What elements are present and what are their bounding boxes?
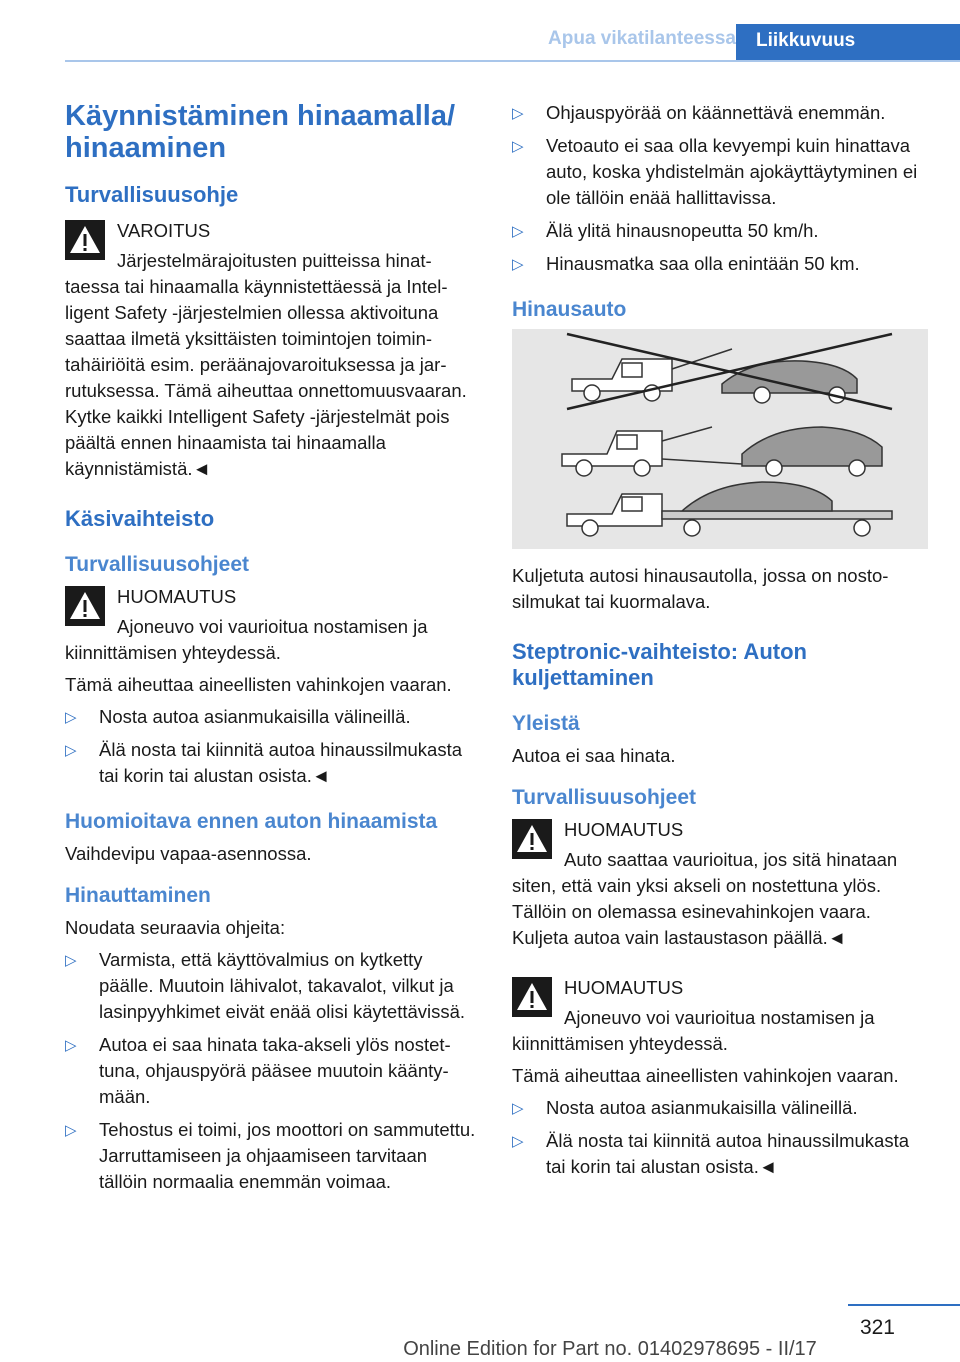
safety-notes-heading: Turvallisuusohjeet — [65, 553, 249, 576]
bullet-triangle-icon: ▷ — [512, 1133, 524, 1150]
bullet-triangle-icon: ▷ — [65, 1122, 77, 1139]
notice-box — [65, 584, 477, 666]
notice-extra-text: Tämä aiheuttaa aineellisten vahinkojen vaaran. — [512, 1065, 899, 1086]
list-item: ▷ Vetoauto ei saa olla kevyempi kuin hinattava auto, koska yhdistelmän ajokäyttäytyminen ei ole tällöin enää hallittavissa. — [512, 135, 918, 208]
section-label: Apua vikatilanteessa — [548, 28, 736, 49]
left-column — [65, 100, 477, 1205]
page-title: Käynnistäminen hinaamalla/ hinaaminen — [65, 100, 456, 164]
safety-heading: Turvallisuusohje — [65, 182, 239, 207]
steptronic-heading: Steptronic-vaihteisto: Auton kuljettaminen — [512, 639, 807, 690]
list-item: ▷ Ohjauspyörää on käännettävä enemmän. — [512, 100, 928, 126]
page-header — [0, 0, 960, 62]
list-item: ▷ Tehostus ei toimi, jos moottori on sammutettu. Jarruttamiseen ja ohjaamiseen tarvitaan tällöin normaalia enemmän voimaa. — [65, 1119, 476, 1192]
bullet-triangle-icon: ▷ — [65, 952, 77, 969]
warning-triangle-icon — [65, 220, 105, 260]
list-item: ▷ Nosta autoa asianmukaisilla välineillä. — [65, 704, 477, 730]
warning-triangle-icon — [65, 586, 105, 626]
bullet-triangle-icon: ▷ — [512, 138, 524, 155]
manual-transmission-heading: Käsivaihteisto — [65, 506, 215, 531]
list-item: ▷ Autoa ei saa hinata taka-akseli ylös nostettuna, ohjauspyörä pääsee muutoin kääntymään. — [65, 1034, 451, 1107]
notice-label: HUOMAUTUS — [564, 819, 684, 840]
tow-truck-text: Kuljetuta autosi hinausautolla, jossa on nostosilmukat tai kuormalava. — [512, 565, 889, 612]
list-item: ▷ Nosta autoa asianmukaisilla välineillä. — [512, 1095, 928, 1121]
before-towing-text: Vaihdevipu vapaa-asennossa. — [65, 843, 312, 864]
warning-triangle-icon — [512, 819, 552, 859]
notice-box — [512, 975, 928, 1057]
list-item: ▷ Älä nosta tai kiinnitä autoa hinaussilmukasta tai korin tai alustan osista.◄ — [512, 1130, 910, 1177]
warning-text: Järjestelmärajoitusten puitteissa hinattaessa tai hinaamalla käynnistettäessä ja Intelligent Safety -järjestelmien ollessa aktivoituna saattaa ilmetä yksittäisten toimintojen toimintahäiriöitä esim. peräänajovaroituksessa ja jarrutuksessa. Tämä aiheuttaa onnettomuusvaaran. Kytke kaikki Intelligent Safety -järjestelmät pois päältä ennen hinaamista tai hinaamalla käynnistämistä.◄ — [65, 250, 467, 479]
notice-text: Auto saattaa vaurioitua, jos sitä hinataan siten, että vain yksi akseli on nostettuna ylös. Tällöin on olemassa esinevahinkojen vaara. Kuljeta autoa vain lastaustason päällä.◄ — [512, 849, 898, 948]
tow-truck-heading: Hinausauto — [512, 298, 627, 321]
general-text: Autoa ei saa hinata. — [512, 745, 676, 766]
page-number-rule — [848, 1304, 960, 1306]
general-heading: Yleistä — [512, 712, 580, 735]
list-item: ▷ Varmista, että käyttövalmius on kytketty päälle. Muutoin lähivalot, takavalot, vilkut ja lasinpyyhkimet eivät enää olisi käytettävissä. — [65, 949, 466, 1022]
right-column — [512, 100, 928, 1190]
warning-box — [65, 218, 477, 482]
bullet-triangle-icon: ▷ — [512, 223, 524, 240]
bullet-list — [65, 704, 477, 789]
safety-notes-heading: Turvallisuusohjeet — [512, 786, 696, 809]
notice-text: Ajoneuvo voi vaurioitua nostamisen ja kiinnittämisen yhteydessä. — [512, 1007, 875, 1054]
notice-box — [512, 817, 928, 951]
header-divider — [65, 60, 960, 62]
chapter-tab: Liikkuvuus — [736, 24, 960, 62]
notice-text: Ajoneuvo voi vaurioitua nostamisen ja kiinnittämisen yhteydessä. — [65, 616, 428, 663]
edition-footer: Online Edition for Part no. 01402978695 - II/17 — [403, 1338, 817, 1360]
notice-label: HUOMAUTUS — [564, 977, 684, 998]
tow-truck-illustration — [512, 329, 928, 549]
notice-label: HUOMAUTUS — [117, 586, 237, 607]
list-item: ▷ Hinausmatka saa olla enintään 50 km. — [512, 251, 928, 277]
towing-text: Noudata seuraavia ohjeita: — [65, 917, 286, 938]
warning-label: VAROITUS — [117, 220, 211, 241]
bullet-triangle-icon: ▷ — [65, 742, 77, 759]
notice-extra-text: Tämä aiheuttaa aineellisten vahinkojen vaaran. — [65, 674, 452, 695]
list-item: ▷ Älä ylitä hinausnopeutta 50 km/h. — [512, 218, 928, 244]
bullet-triangle-icon: ▷ — [65, 709, 77, 726]
bullet-triangle-icon: ▷ — [65, 1037, 77, 1054]
bullet-list — [512, 100, 928, 277]
list-item: ▷ Älä nosta tai kiinnitä autoa hinaussilmukasta tai korin tai alustan osista.◄ — [65, 739, 463, 786]
bullet-triangle-icon: ▷ — [512, 1100, 524, 1117]
bullet-triangle-icon: ▷ — [512, 105, 524, 122]
page-number: 321 — [859, 1316, 895, 1339]
before-towing-heading: Huomioitava ennen auton hinaamista — [65, 810, 438, 833]
towing-heading: Hinauttaminen — [65, 884, 211, 907]
bullet-triangle-icon: ▷ — [512, 256, 524, 273]
tow-truck-drawing — [512, 329, 928, 549]
bullet-list — [512, 1095, 928, 1180]
warning-triangle-icon — [512, 977, 552, 1017]
bullet-list — [65, 947, 477, 1195]
